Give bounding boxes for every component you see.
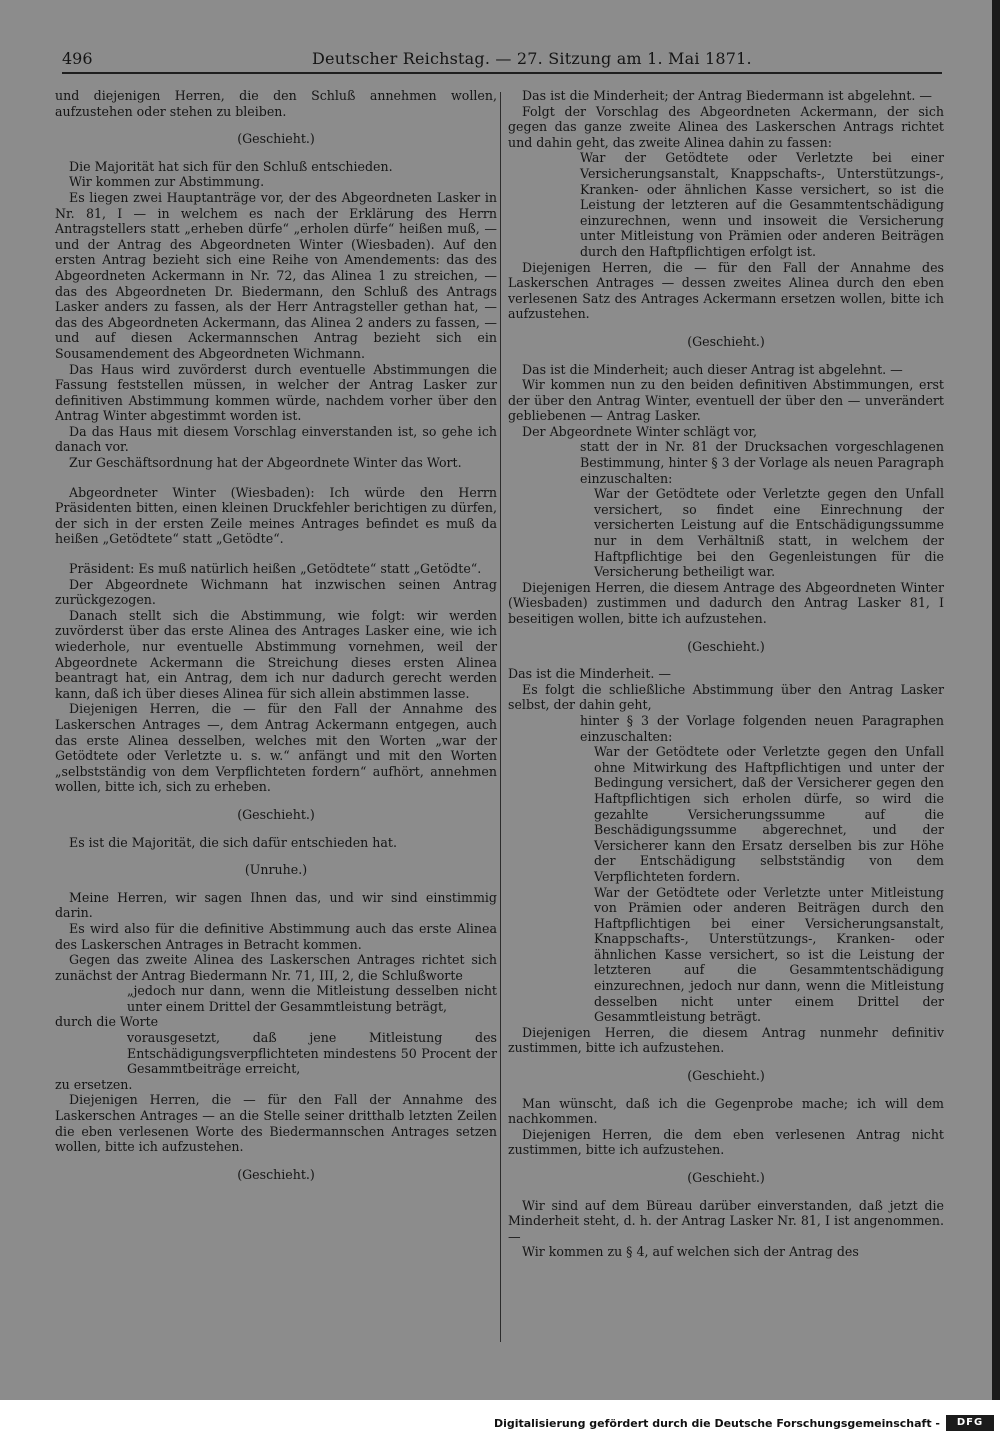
paragraph: Es liegen zwei Hauptanträge vor, der des Abgeordneten Lasker in Nr. 81, I — in welchem es nach der Erklärung des Herrn Antragstellers statt „erheben dürfe“ „erholen dürfe“ heißen muß, — und der Antrag des Abgeordneten Winter (Wiesbaden). Auf den ersten Antrag bezieht sich eine Reihe von Amendements: das des Abgeordneten Ackermann in Nr. 72, das Alinea 1 zu streichen, — das des Abgeordneten Dr. Biedermann, den Schluß des Antrags Lasker anders zu fassen, als der Herr Antragsteller gethan hat, — das des Abgeordneten Ackermann, das Alinea 2 anders zu fassen, — und auf diesen Ackermannschen Antrag bezieht sich ein Sousamendement des Abgeordneten Wichmann.: [55, 189, 497, 361]
paragraph: Es ist die Majorität, die sich dafür entschieden hat.: [69, 834, 397, 850]
stage-direction: (Unruhe.): [244, 862, 308, 878]
quoted-text: War der Getödtete oder Verletzte unter Mitleistung von Prämien oder anderen Beiträgen durch den Haftpflichtigen bei einer Versicherungsanstalt, Knappschafts-, Unterstützungs-, Kranken- oder ähnlichen Kasse versichert, so ist die Leistung der letzteren auf die Gesammtentschädigung einzurechnen, jedoch nur dann, wenn die Mitleistung desselben nicht unter einem Drittel der Gesammtleistung beträgt.: [594, 884, 944, 1025]
stage-direction: (Geschieht.): [237, 1166, 315, 1182]
paragraph: Diejenigen Herren, die — für den Fall der Annahme des Laskerschen Antrages — dessen zweites Alinea durch den eben verlesenen Satz des Antrages Ackermann ersetzen wollen, bitte ich aufzustehen.: [508, 259, 944, 322]
quoted-text: War der Getödtete oder Verletzte gegen den Unfall ohne Mitwirkung des Haftpflichtigen und unter der Bedingung versichert, daß der Versicherer gegen den Haftpflichtigen sich erholen dürfe, so wird die gezahlte Versicherungssumme auf die Beschädigungssumme abgerechnet, und der Versicherer kann den Ersatz derselben bis zur Höhe der Entschädigung selbstständig von dem Verpflichteten fordern.: [594, 744, 944, 884]
right-column: [508, 88, 944, 1260]
paragraph: und diejenigen Herren, die den Schluß annehmen wollen, aufzustehen oder stehen zu bleiben.: [55, 88, 497, 119]
paragraph: Zur Geschäftsordnung hat der Abgeordnete Winter das Wort.: [69, 455, 462, 471]
paragraph: Meine Herren, wir sagen Ihnen das, und wir sind einstimmig darin.: [55, 889, 497, 921]
paragraph: Das ist die Minderheit; der Antrag Biedermann ist abgelehnt. —: [522, 88, 932, 103]
paragraph: Wir kommen nun zu den beiden definitiven Abstimmungen, erst der über den Antrag Winter, eventuell der über den — unverändert gebliebenen — Antrag Lasker.: [508, 377, 944, 424]
stage-direction: (Geschieht.): [687, 638, 765, 654]
paragraph: Es folgt die schließliche Abstimmung über den Antrag Lasker selbst, der dahin geht,: [508, 681, 944, 713]
paragraph: Diejenigen Herren, die diesem Antrag nunmehr definitiv zustimmen, bitte ich aufzustehen.: [508, 1024, 944, 1056]
page-header: [62, 47, 942, 71]
quoted-text: War der Getödtete oder Verletzte gegen den Unfall versichert, so findet eine Einrechnung der versicherten Leistung auf die Entschädigungssumme nur in dem Verhältniß statt, in welchem der Haftpflichtige bei den Gegenleistungen für die Versicherung betheiligt war.: [594, 486, 944, 580]
left-column: [55, 88, 497, 1194]
paragraph: Der Abgeordnete Wichmann hat inzwischen seinen Antrag zurückgezogen.: [55, 576, 497, 608]
paragraph: Diejenigen Herren, die dem eben verlesenen Antrag nicht zustimmen, bitte ich aufzustehen.: [508, 1126, 944, 1158]
quoted-text: statt der in Nr. 81 der Drucksachen vorgeschlagenen Bestimmung, hinter § 3 der Vorlage als neuen Paragraph einzuschalten:: [580, 439, 944, 486]
paragraph: zu ersetzen.: [55, 1076, 133, 1092]
paragraph: Wir kommen zu § 4, auf welchen sich der Antrag des: [522, 1244, 859, 1260]
paragraph: Gegen das zweite Alinea des Laskerschen Antrages richtet sich zunächst der Antrag Biedermann Nr. 71, III, 2, die Schlußworte: [55, 952, 497, 983]
running-title: Deutscher Reichstag. — 27. Sitzung am 1. Mai 1871.: [312, 49, 752, 68]
paragraph: Das ist die Minderheit. —: [508, 666, 671, 682]
page-number: 496: [62, 49, 93, 68]
paragraph: Diejenigen Herren, die — für den Fall der Annahme des Laskerschen Antrages — an die Stelle seiner dritthalb letzten Zeilen die eben verlesenen Worte des Biedermannschen Antrages setzen wollen, bitte ich aufzustehen.: [55, 1092, 497, 1155]
paragraph: Da das Haus mit diesem Vorschlag einverstanden ist, so gehe ich danach vor.: [55, 423, 497, 455]
paragraph: Das Haus wird zuvörderst durch eventuelle Abstimmungen die Fassung feststellen müssen, in welcher der Antrag Lasker zur definitiven Abstimmung kommen würde, nachdem vorher über den Antrag Winter abgestimmt worden ist.: [55, 361, 497, 424]
paragraph: Danach stellt sich die Abstimmung, wie folgt: wir werden zuvörderst über das erste Alinea des Antrages Lasker eine, wie ich wiederhole, nur eventuelle Abstimmung vornehmen, weil der Abgeordnete Ackermann die Streichung dieses ersten Alinea beantragt hat, ein Antrag, dem ich nur dadurch gerecht werden kann, daß ich über dieses Alinea für sich allein abstimmen lasse.: [55, 607, 497, 701]
funding-credit: Digitalisierung gefördert durch die Deutsche Forschungsgemeinschaft -: [493, 1417, 940, 1430]
dfg-logo: DFG: [946, 1415, 994, 1431]
paragraph: Folgt der Vorschlag des Abgeordneten Ackermann, der sich gegen das ganze zweite Alinea des Laskerschen Antrags richtet und dahin geht, das zweite Alinea dahin zu fassen:: [508, 103, 944, 150]
paragraph: Es wird also für die definitive Abstimmung auch das erste Alinea des Laskerschen Antrages in Betracht kommen.: [55, 920, 497, 952]
paragraph: Die Majorität hat sich für den Schluß entschieden.: [69, 158, 393, 174]
stage-direction: (Geschieht.): [237, 806, 315, 822]
paragraph: Das ist die Minderheit; auch dieser Antrag ist abgelehnt. —: [522, 361, 903, 377]
page-footer: [0, 1403, 1000, 1432]
paragraph: Diejenigen Herren, die diesem Antrage des Abgeordneten Winter (Wiesbaden) zustimmen und dadurch den Antrag Lasker 81, I beseitigen wollen, bitte ich aufzustehen.: [508, 579, 944, 626]
paragraph: durch die Worte: [55, 1014, 159, 1030]
quoted-text: hinter § 3 der Vorlage folgenden neuen Paragraphen einzuschalten:: [580, 712, 944, 744]
paragraph: Wir sind auf dem Büreau darüber einverstanden, daß jetzt die Minderheit steht, d. h. der Antrag Lasker Nr. 81, I ist angenommen. —: [508, 1197, 944, 1244]
paragraph: Wir kommen zur Abstimmung.: [69, 174, 265, 190]
quoted-text: War der Getödtete oder Verletzte bei einer Versicherungsanstalt, Knappschafts-, Unterstützungs-, Kranken- oder ähnlichen Kasse versichert, so ist die Leistung der letzteren auf die Gesammtentschädigung einzurechnen, wenn und insoweit die Versicherung unter Mitleistung von Prämien oder anderen Beiträgen durch den Haftpflichtigen erfolgt ist.: [580, 150, 944, 259]
stage-direction: (Geschieht.): [687, 333, 765, 349]
speaker-paragraph: Präsident: Es muß natürlich heißen „Getödtete“ statt „Getödte“.: [69, 561, 482, 577]
header-rule: [62, 72, 942, 74]
column-divider: [500, 92, 501, 1342]
paragraph: Der Abgeordnete Winter schlägt vor,: [522, 423, 758, 439]
quoted-text: „jedoch nur dann, wenn die Mitleistung desselben nicht unter einem Drittel der Gesammtleistung beträgt,: [127, 983, 497, 1014]
stage-direction: (Geschieht.): [237, 131, 315, 147]
paragraph: Man wünscht, daß ich die Gegenprobe mache; ich will dem nachkommen.: [508, 1095, 944, 1127]
quoted-text: vorausgesetzt, daß jene Mitleistung des Entschädigungsverpflichteten mindestens 50 Procent der Gesammtbeiträge erreicht,: [127, 1030, 497, 1077]
stage-direction: (Geschieht.): [687, 1068, 765, 1084]
speaker-paragraph: Abgeordneter Winter (Wiesbaden): Ich würde den Herrn Präsidenten bitten, einen kleinen Druckfehler berichtigen zu dürfen, der sich in der ersten Zeile meines Antrages befindet es muß da heißen „Getödtete“ statt „Getödte“.: [55, 484, 497, 547]
stage-direction: (Geschieht.): [687, 1170, 765, 1185]
paragraph: Diejenigen Herren, die — für den Fall der Annahme des Laskerschen Antrages —, dem Antrag Ackermann entgegen, auch das erste Alinea desselben, welches mit den Worten „war der Getödtete oder Verletzte u. s. w.“ anfängt und mit den Worten „selbstständig von dem Verpflichteten fordern“ aufhört, annehmen wollen, bitte ich, sich zu erheben.: [55, 701, 497, 795]
